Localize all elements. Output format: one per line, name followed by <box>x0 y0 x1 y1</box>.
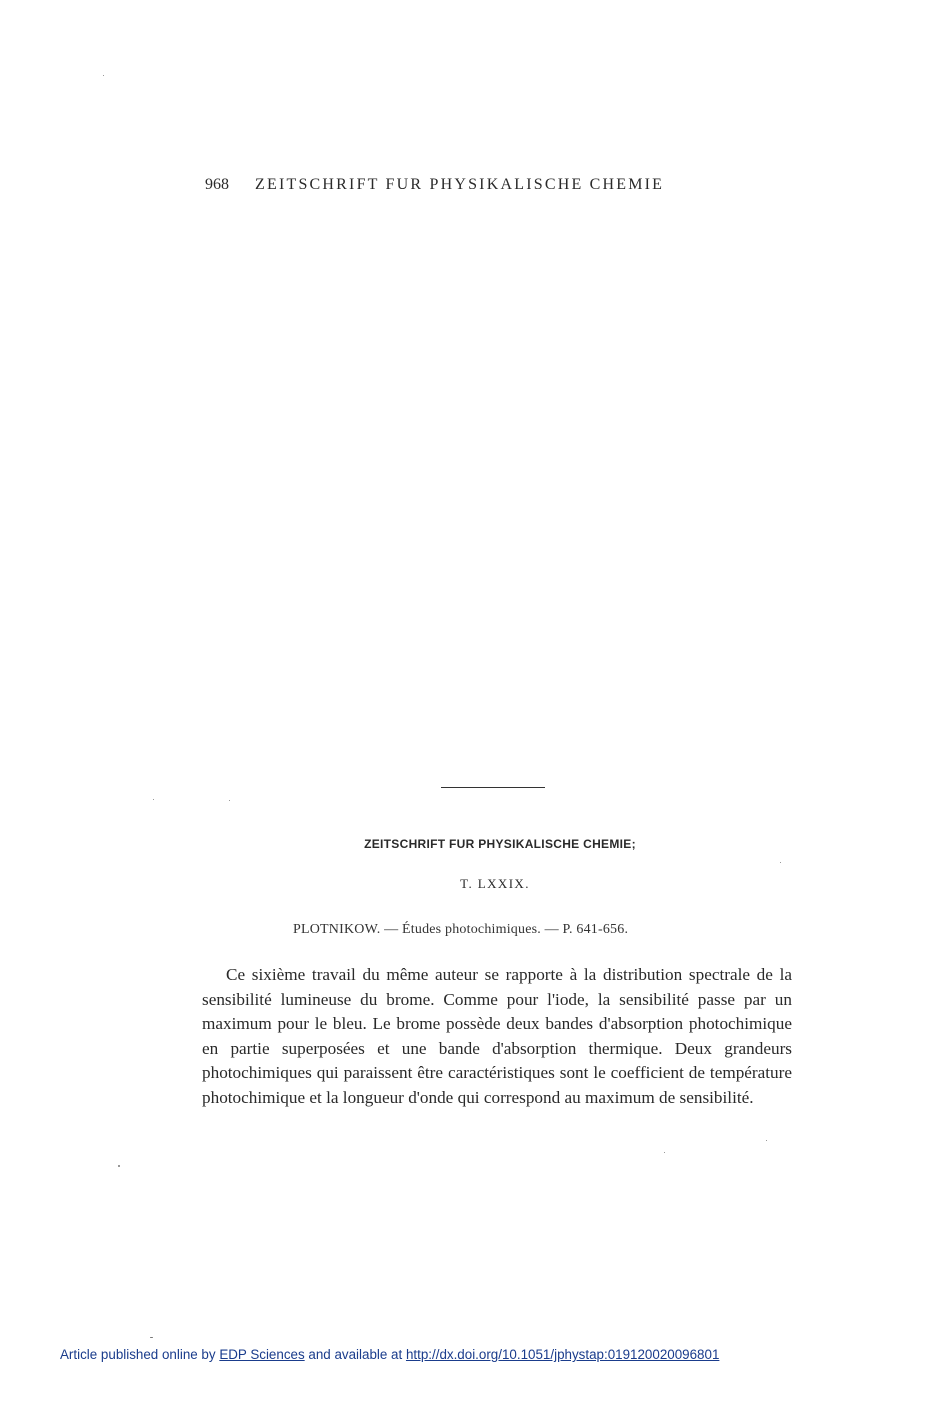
scan-speck <box>664 1152 665 1153</box>
footer-prefix: Article published online by <box>60 1347 216 1362</box>
scan-speck <box>118 1165 120 1167</box>
scan-speck <box>229 800 230 801</box>
publisher-link[interactable]: EDP Sciences <box>219 1347 305 1362</box>
footer-middle: and available at <box>308 1347 403 1362</box>
running-header <box>205 176 745 194</box>
abstract-paragraph: Ce sixième travail du même auteur se rapporte à la distribution spectrale de la sensibilité lumineuse du brome. Comme pour l'iode, la sensibilité passe par un maximum pour le bleu. Le brome possède deux bandes d'absorption photochimique en partie superposées et une bande d'absorption thermique. Deux grandeurs photochimiques qui paraissent être caractéristiques sont le coefficient de température photochimique et la longueur d'onde qui correspond au maximum de sensibilité. <box>202 965 792 1107</box>
journal-title: ZEITSCHRIFT FUR PHYSIKALISCHE CHEMIE; <box>364 837 636 851</box>
article-citation: PLOTNIKOW. — Études photochimiques. — P. 641-656. <box>293 922 629 937</box>
scan-speck <box>780 862 781 863</box>
section-divider <box>441 787 545 788</box>
scan-speck <box>153 799 154 800</box>
volume-label: T. LXXIX. <box>460 876 530 891</box>
publication-footer <box>60 1347 719 1362</box>
page-number: 968 <box>205 176 229 193</box>
scan-speck <box>766 1140 767 1141</box>
running-title: ZEITSCHRIFT FUR PHYSIKALISCHE CHEMIE <box>255 176 665 193</box>
scan-speck <box>103 75 104 76</box>
scan-speck <box>150 1337 153 1338</box>
doi-link[interactable]: http://dx.doi.org/10.1051/jphystap:019120020096801 <box>405 1347 720 1362</box>
